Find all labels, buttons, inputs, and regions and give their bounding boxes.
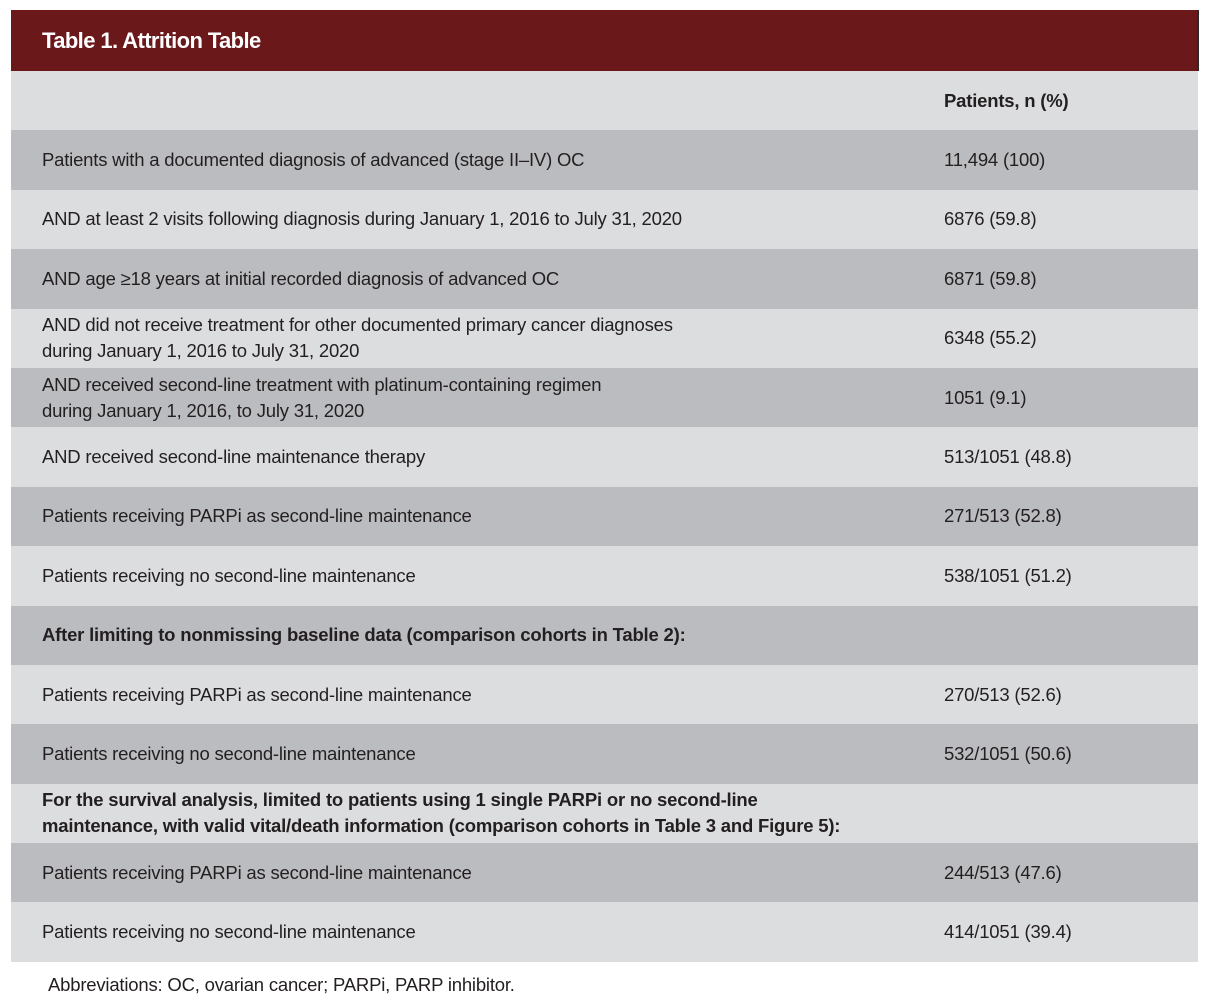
row-value: 414/1051 (39.4) (944, 921, 1072, 943)
row-value: 6876 (59.8) (944, 208, 1037, 230)
attrition-table (11, 10, 1199, 962)
row-label: AND received second-line maintenance therapy (42, 446, 425, 468)
row-value: 1051 (9.1) (944, 386, 1027, 408)
table-row (11, 427, 1198, 486)
row-value: 6348 (55.2) (944, 327, 1037, 349)
section-header-row (11, 784, 1198, 843)
row-value: 270/513 (52.6) (944, 683, 1062, 705)
section-label-line-1: For the survival analysis, limited to patients using 1 single PARPi or no second-line (42, 789, 758, 811)
table-header-row (11, 71, 1198, 130)
table-row (11, 309, 1198, 368)
table-row (11, 130, 1198, 189)
table-row (11, 665, 1198, 724)
row-value: 513/1051 (48.8) (944, 446, 1072, 468)
row-label (11, 312, 913, 364)
row-label (11, 372, 913, 424)
row-value: 271/513 (52.8) (944, 505, 1062, 527)
table-title: Table 1. Attrition Table (42, 27, 261, 53)
table-body (11, 71, 1198, 962)
row-value: 6871 (59.8) (944, 267, 1037, 289)
row-label-line-1: AND received second-line treatment with platinum-containing regimen (42, 373, 602, 395)
row-label: Patients receiving no second-line maintenance (42, 742, 416, 764)
table-row (11, 249, 1198, 308)
table-title-bar (11, 10, 1199, 71)
row-label: Patients receiving no second-line maintenance (42, 921, 416, 943)
row-label: AND age ≥18 years at initial recorded diagnosis of advanced OC (42, 267, 560, 289)
section-header-row (11, 606, 1198, 665)
section-label: After limiting to nonmissing baseline data (comparison cohorts in Table 2): (42, 624, 686, 646)
row-label: Patients receiving no second-line maintenance (42, 564, 416, 586)
row-label: AND at least 2 visits following diagnosis during January 1, 2016 to July 31, 2020 (42, 208, 682, 230)
row-label: Patients receiving PARPi as second-line maintenance (42, 861, 472, 883)
row-value: 532/1051 (50.6) (944, 742, 1072, 764)
row-label: Patients with a documented diagnosis of advanced (stage II–IV) OC (42, 149, 585, 171)
table-footnote: Abbreviations: OC, ovarian cancer; PARPi, PARP inhibitor. (48, 974, 515, 995)
table-row (11, 902, 1198, 961)
table-row (11, 487, 1198, 546)
table-row (11, 368, 1198, 427)
section-label-line-2: maintenance, with valid vital/death information (comparison cohorts in Table 3 and Figure 5): (42, 815, 841, 837)
row-label-line-2: during January 1, 2016, to July 31, 2020 (42, 399, 365, 421)
row-value: 244/513 (47.6) (944, 861, 1062, 883)
header-patients-column: Patients, n (%) (944, 89, 1069, 111)
row-label-line-2: during January 1, 2016 to July 31, 2020 (42, 340, 360, 362)
section-label (11, 787, 913, 839)
row-value: 11,494 (100) (944, 149, 1046, 171)
table-row (11, 724, 1198, 783)
table-row (11, 546, 1198, 605)
row-label: Patients receiving PARPi as second-line maintenance (42, 683, 472, 705)
table-row (11, 843, 1198, 902)
row-value: 538/1051 (51.2) (944, 564, 1072, 586)
table-row (11, 190, 1198, 249)
row-label: Patients receiving PARPi as second-line maintenance (42, 505, 472, 527)
row-label-line-1: AND did not receive treatment for other documented primary cancer diagnoses (42, 314, 673, 336)
